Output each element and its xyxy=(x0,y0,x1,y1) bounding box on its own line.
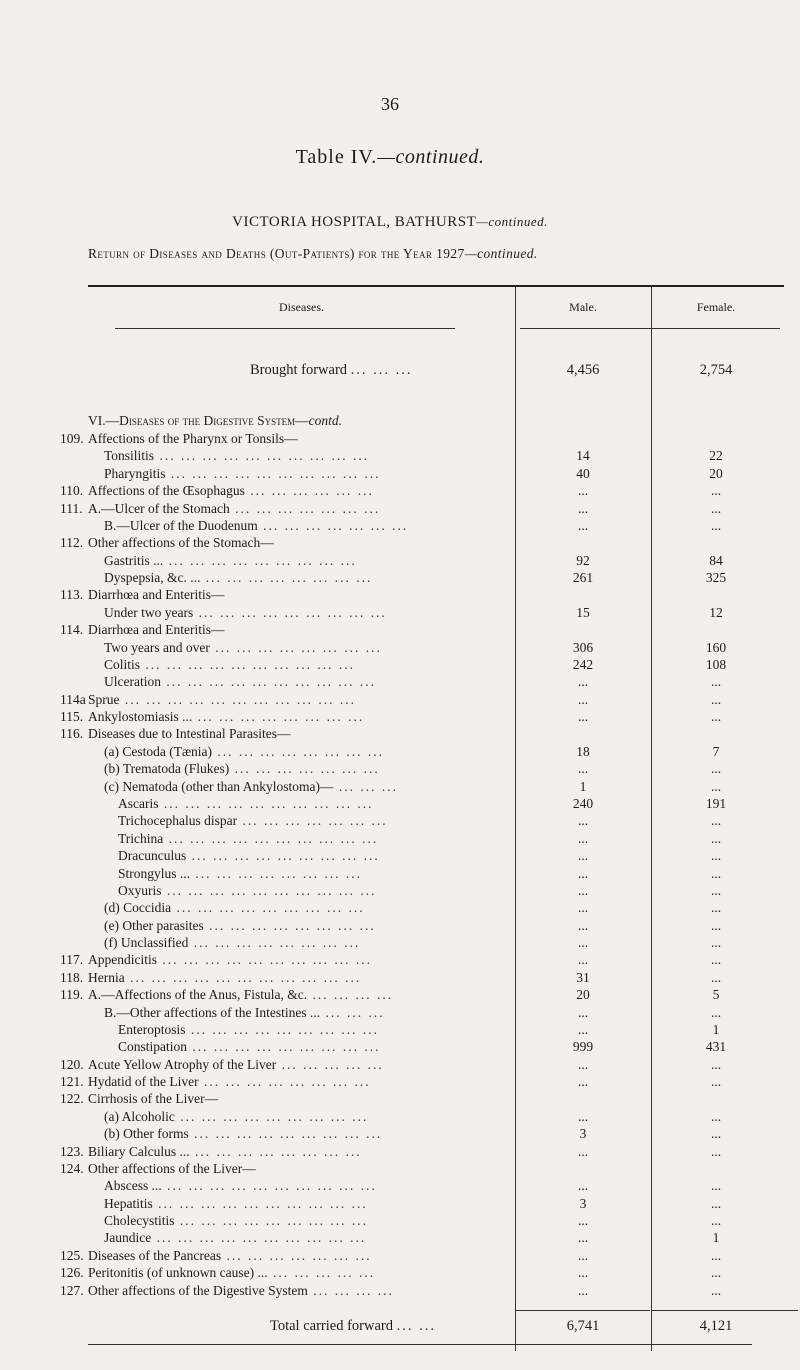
return-heading-text: Return of Diseases and Deaths (Out-Patients) for the Year 1927 xyxy=(88,246,465,261)
table-row xyxy=(0,552,800,569)
table-row xyxy=(0,673,800,690)
row-number: 109. xyxy=(60,431,84,446)
row-label: Gastritis ... xyxy=(104,552,164,568)
section-heading-row xyxy=(0,412,800,429)
row-female: ... xyxy=(710,969,722,985)
row-label: Oxyuris xyxy=(118,882,162,898)
dot-leader: ... ... ... ... ... ... ... ... ... xyxy=(193,604,387,620)
row-male: ... xyxy=(577,1056,589,1072)
row-male: ... xyxy=(577,917,589,933)
row-male: 20 xyxy=(576,987,590,1003)
row-male: ... xyxy=(577,865,589,881)
row-label: B.—Ulcer of the Duodenum xyxy=(104,517,258,533)
row-male: ... xyxy=(577,1108,589,1124)
row-male: ... xyxy=(577,1004,589,1020)
row-label: Hydatid of the Liver xyxy=(88,1074,199,1090)
row-label: Two years and over xyxy=(104,639,210,655)
row-female: ... xyxy=(710,952,722,968)
table-row xyxy=(0,882,800,899)
row-number: 113. xyxy=(60,587,84,603)
row-label: Tonsilitis xyxy=(104,448,155,464)
row-label: Constipation xyxy=(118,1039,188,1055)
row-male: ... xyxy=(577,952,589,968)
row-label: Acute Yellow Atrophy of the Liver xyxy=(88,1056,277,1072)
row-label: Affections of the Pharynx or Tonsils— xyxy=(88,431,298,446)
table-row xyxy=(0,656,800,673)
dot-leader: ... ... ... ... ... ... xyxy=(244,483,374,499)
table-row xyxy=(0,586,800,603)
row-female: 160 xyxy=(705,639,727,655)
row-label: Other affections of the Digestive System xyxy=(88,1282,308,1298)
row-male: ... xyxy=(577,1213,589,1229)
row-male: 40 xyxy=(576,465,590,481)
row-male: 306 xyxy=(572,639,594,655)
row-female: 108 xyxy=(705,656,727,672)
row-label: Cirrhosis of the Liver— xyxy=(88,1091,219,1107)
dot-leader: ... ... ... ... ... ... ... ... xyxy=(189,1143,362,1159)
row-label: A.—Ulcer of the Stomach xyxy=(88,500,230,516)
row-number: 114. xyxy=(60,622,84,638)
section-heading-suffix: contd. xyxy=(308,413,343,428)
row-label: Biliary Calculus ... xyxy=(88,1143,190,1159)
row-label: Enteroptosis xyxy=(118,1021,186,1037)
dot-leader: ... ... ... ... ... ... ... xyxy=(229,761,380,777)
row-label: Ascaris xyxy=(118,795,159,811)
row-male: ... xyxy=(577,761,589,777)
dot-leader: ... ... ... ... ... ... ... ... ... ... xyxy=(140,656,356,672)
row-label: (b) Other forms xyxy=(104,1126,189,1142)
row-label: Abscess ... xyxy=(104,1178,162,1194)
table-row xyxy=(0,1177,800,1194)
row-female: ... xyxy=(710,935,722,951)
dot-leader: ... ... ... xyxy=(320,1004,385,1020)
dot-leader: ... ... ... xyxy=(333,778,398,794)
table-row xyxy=(0,1125,800,1142)
table-row xyxy=(0,951,800,968)
table-row xyxy=(0,830,800,847)
row-label: Strongylus ... xyxy=(118,865,191,881)
table-row xyxy=(0,569,800,586)
row-label: Hepatitis xyxy=(104,1195,153,1211)
row-female: ... xyxy=(710,517,722,533)
hospital-heading xyxy=(0,214,780,231)
row-female: 325 xyxy=(705,570,727,586)
row-label: Trichocephalus dispar xyxy=(118,813,238,829)
return-heading-suffix: —continued. xyxy=(464,246,538,261)
brought-forward-label: Brought forward xyxy=(250,362,348,378)
table-row xyxy=(0,1264,800,1281)
table-row xyxy=(0,1212,800,1229)
table-row xyxy=(0,1143,800,1160)
row-female: ... xyxy=(710,1247,722,1263)
row-number: 121. xyxy=(60,1074,84,1090)
row-female: ... xyxy=(710,1126,722,1142)
row-female: ... xyxy=(710,1143,722,1159)
row-female: ... xyxy=(710,1004,722,1020)
table-bottom-rule xyxy=(88,1344,752,1345)
table-row xyxy=(0,743,800,760)
row-female: ... xyxy=(710,900,722,916)
row-male: ... xyxy=(577,1265,589,1281)
row-female: ... xyxy=(710,500,722,516)
table-row xyxy=(0,725,800,742)
row-female: 5 xyxy=(712,987,720,1003)
row-female: 1 xyxy=(712,1021,720,1037)
row-female: ... xyxy=(710,1074,722,1090)
hospital-suffix: —continued. xyxy=(476,214,548,229)
row-male: ... xyxy=(577,1247,589,1263)
row-label: Peritonitis (of unknown cause) ... xyxy=(88,1265,268,1281)
row-female: ... xyxy=(710,1195,722,1211)
row-label: B.—Other affections of the Intestines ... xyxy=(104,1004,321,1020)
dot-leader: ... ... ... ... ... ... ... ... ... ... xyxy=(163,830,379,846)
table-row xyxy=(0,691,800,708)
row-label: A.—Affections of the Anus, Fistula, &c. xyxy=(88,987,308,1003)
dot-leader: ... ... ... ... ... ... ... ... xyxy=(192,709,365,725)
row-female: 7 xyxy=(712,743,720,759)
row-male: 240 xyxy=(572,795,594,811)
table-row xyxy=(0,1073,800,1090)
row-label: Dracunculus xyxy=(118,848,187,864)
row-label: Trichina xyxy=(118,830,164,846)
table-row xyxy=(0,517,800,534)
row-number: 127. xyxy=(60,1282,84,1298)
dot-leader: ... ... ... ... ... ... ... ... ... ... ... xyxy=(124,969,362,985)
row-label: (e) Other parasites xyxy=(104,917,204,933)
row-number: 114a xyxy=(60,691,86,707)
header-diseases: Diseases. xyxy=(279,300,324,314)
row-female: ... xyxy=(710,709,722,725)
row-number: 123. xyxy=(60,1143,84,1159)
row-male: ... xyxy=(577,830,589,846)
table-row xyxy=(0,1038,800,1055)
row-number: 119. xyxy=(60,987,84,1003)
header-female: Female. xyxy=(696,300,736,314)
row-label: Ankylostomiasis ... xyxy=(88,709,193,725)
dot-leader: ... ... ... ... xyxy=(307,1282,394,1298)
row-male: ... xyxy=(577,483,589,499)
dot-leader: ... ... ... ... ... ... ... ... ... xyxy=(163,552,357,568)
brought-forward-female: 2,754 xyxy=(699,362,733,378)
table-row xyxy=(0,969,800,986)
row-number: 124. xyxy=(60,1160,84,1176)
row-female: ... xyxy=(710,865,722,881)
row-label: Diarrhœa and Enteritis— xyxy=(88,622,225,638)
table-row xyxy=(0,1195,800,1212)
dot-leader: ... ... ... ... ... ... ... ... ... ... ... xyxy=(119,691,356,707)
table-row xyxy=(0,1160,800,1177)
row-male: ... xyxy=(577,709,589,725)
row-male: 92 xyxy=(576,552,590,568)
row-female: 1 xyxy=(712,1230,720,1246)
row-number: 110. xyxy=(60,483,84,499)
row-label: Sprue xyxy=(88,691,120,707)
table-row xyxy=(0,604,800,621)
dot-leader: ... ... ... ... ... ... ... ... ... ... xyxy=(157,952,372,968)
row-male: ... xyxy=(577,1074,589,1090)
dot-leader: ... ... ... ... ... ... ... ... ... ... xyxy=(152,1195,368,1211)
row-female: ... xyxy=(710,483,722,499)
row-male: 14 xyxy=(576,448,590,464)
row-label: Cholecystitis xyxy=(104,1213,175,1229)
row-male: ... xyxy=(577,935,589,951)
row-male: ... xyxy=(577,691,589,707)
row-female: ... xyxy=(710,761,722,777)
row-label: Under two years xyxy=(104,604,194,620)
table-row xyxy=(0,534,800,551)
row-male: 3 xyxy=(579,1195,587,1211)
table-row xyxy=(0,778,800,795)
row-female: ... xyxy=(710,1108,722,1124)
row-number: 118. xyxy=(60,969,84,985)
brought-forward-row: Brought forward ... ... ... 4,456 2,754 xyxy=(0,362,800,379)
table-row xyxy=(0,1090,800,1107)
dot-leader: ... ... ... ... ... ... ... ... xyxy=(188,935,361,951)
row-label: Other affections of the Stomach— xyxy=(88,535,274,551)
row-number: 115. xyxy=(60,709,84,725)
table-row xyxy=(0,1021,800,1038)
row-label: Diarrhœa and Enteritis— xyxy=(88,587,225,603)
row-male: 242 xyxy=(572,656,594,672)
dot-leader: ... ... ... ... ... ... ... xyxy=(237,813,388,829)
row-female: ... xyxy=(710,1056,722,1072)
table-row xyxy=(0,1247,800,1264)
table-row xyxy=(0,447,800,464)
row-female: 12 xyxy=(709,604,723,620)
table-row xyxy=(0,847,800,864)
row-male: ... xyxy=(577,900,589,916)
row-male: ... xyxy=(577,1021,589,1037)
dot-leader: ... ... ... ... ... ... ... ... ... xyxy=(174,1108,369,1124)
row-female: 191 xyxy=(705,795,727,811)
table-row xyxy=(0,465,800,482)
dot-leader: ... ... ... ... ... ... ... ... xyxy=(209,639,382,655)
row-male: ... xyxy=(577,1143,589,1159)
row-female: ... xyxy=(710,778,722,794)
row-label: (a) Alcoholic xyxy=(104,1108,175,1124)
row-male: ... xyxy=(577,848,589,864)
row-female: ... xyxy=(710,1213,722,1229)
row-male: 3 xyxy=(579,1126,587,1142)
dot-leader: ... ... ... ... ... ... ... ... ... ... xyxy=(165,465,381,481)
total-rule-male xyxy=(516,1310,650,1311)
row-label: (d) Coccidia xyxy=(104,900,172,916)
return-heading xyxy=(88,246,538,262)
dot-leader: ... ... ... ... ... ... ... ... xyxy=(211,743,384,759)
table-row xyxy=(0,1229,800,1246)
row-male: ... xyxy=(577,500,589,516)
dot-leader: ... ... ... ... ... ... ... xyxy=(257,517,409,533)
row-male: ... xyxy=(577,1282,589,1298)
dot-leader: ... ... ... ... ... ... ... ... xyxy=(190,865,363,881)
brought-forward-male: 4,456 xyxy=(566,362,600,378)
row-female: 22 xyxy=(709,448,723,464)
dot-leader: ... ... ... ... ... ... ... ... ... xyxy=(186,848,380,864)
table-row xyxy=(0,865,800,882)
row-male: 261 xyxy=(572,570,594,586)
dot-leader: ... ... ... ... ... ... ... ... ... ... xyxy=(158,795,374,811)
table-row xyxy=(0,760,800,777)
dot-leader: ... ... ... ... ... ... ... ... ... xyxy=(185,1021,379,1037)
dot-leader: ... ... ... ... ... ... ... xyxy=(221,1247,372,1263)
table-title xyxy=(0,146,780,169)
row-label: Ulceration xyxy=(104,674,161,690)
row-label: Dyspepsia, &c. ... xyxy=(104,570,201,586)
dot-leader: ... ... ... ... ... ... ... ... ... xyxy=(188,1126,383,1142)
row-female: ... xyxy=(710,1265,722,1281)
row-label: Diseases of the Pancreas xyxy=(88,1247,222,1263)
row-male: 18 xyxy=(576,743,590,759)
row-female: 20 xyxy=(709,465,723,481)
total-female: 4,121 xyxy=(699,1318,733,1334)
table-row xyxy=(0,708,800,725)
row-female: ... xyxy=(710,917,722,933)
dot-leader: ... ... ... ... ... ... ... ... ... ... xyxy=(161,1178,377,1194)
table-row xyxy=(0,1108,800,1125)
row-male: ... xyxy=(577,813,589,829)
total-male: 6,741 xyxy=(566,1318,600,1334)
row-male: 1 xyxy=(579,778,587,794)
dot-leader: ... ... ... ... ... ... ... ... ... ... xyxy=(151,1230,367,1246)
total-rule-female xyxy=(652,1310,798,1311)
dot-leader: ... ... ... ... ... ... ... ... ... xyxy=(187,1039,381,1055)
row-male: 999 xyxy=(572,1039,594,1055)
page-number: 36 xyxy=(381,94,399,114)
total-row: Total carried forward ... ... 6,741 4,121 xyxy=(0,1318,800,1335)
row-number: 112. xyxy=(60,535,84,551)
hospital-name: VICTORIA HOSPITAL, BATHURST xyxy=(232,214,477,230)
table-row xyxy=(0,986,800,1003)
row-label: Diseases due to Intestinal Parasites— xyxy=(88,726,291,742)
dot-leader: ... ... ... ... ... ... ... ... ... xyxy=(174,1213,368,1229)
table-row xyxy=(0,1004,800,1021)
header-rule-left xyxy=(115,328,455,329)
row-female: ... xyxy=(710,1178,722,1194)
row-label: Hernia xyxy=(88,969,125,985)
dot-leader: ... ... ... ... ... ... ... ... xyxy=(200,570,373,586)
row-female: ... xyxy=(710,691,722,707)
row-number: 126. xyxy=(60,1265,84,1281)
row-male: ... xyxy=(577,882,589,898)
row-label: (b) Trematoda (Flukes) xyxy=(104,761,230,777)
row-female: 84 xyxy=(709,552,723,568)
row-label: (f) Unclassified xyxy=(104,935,189,951)
row-label: (a) Cestoda (Tænia) xyxy=(104,743,212,759)
header-rule-right xyxy=(520,328,780,329)
row-number: 111. xyxy=(60,500,83,516)
dot-leader: ... ... ... ... ... ... ... ... ... ... xyxy=(161,882,377,898)
table-row xyxy=(0,621,800,638)
table-row xyxy=(0,639,800,656)
row-label: Affections of the Œsophagus xyxy=(88,483,245,499)
table-row xyxy=(0,430,800,447)
header-male: Male. xyxy=(569,300,597,314)
row-female: ... xyxy=(710,813,722,829)
row-label: Other affections of the Liver— xyxy=(88,1160,256,1176)
table-row xyxy=(0,1056,800,1073)
dot-leader: ... ... ... ... ... ... ... ... xyxy=(203,917,376,933)
row-female: ... xyxy=(710,830,722,846)
row-number: 116. xyxy=(60,726,84,742)
table-row xyxy=(0,934,800,951)
row-female: ... xyxy=(710,848,722,864)
row-male: ... xyxy=(577,674,589,690)
row-male: 31 xyxy=(576,969,590,985)
dot-leader: ... ... ... ... xyxy=(307,987,394,1003)
row-label: (c) Nematoda (other than Ankylostoma)— xyxy=(104,778,334,794)
dot-leader: ... ... ... ... ... xyxy=(276,1056,384,1072)
table-top-rule xyxy=(88,285,784,287)
row-male: 15 xyxy=(576,604,590,620)
row-label: Pharyngitis xyxy=(104,465,166,481)
table-title-text: Table IV. xyxy=(295,146,378,168)
row-male: ... xyxy=(577,1230,589,1246)
table-row xyxy=(0,482,800,499)
dot-leader: ... ... ... ... ... ... ... ... ... xyxy=(171,900,365,916)
total-label: Total carried forward xyxy=(270,1318,393,1334)
table-row xyxy=(0,899,800,916)
row-female: ... xyxy=(710,882,722,898)
row-number: 125. xyxy=(60,1247,84,1263)
row-male: ... xyxy=(577,517,589,533)
dot-leader: ... ... ... ... ... ... ... ... ... ... xyxy=(160,674,376,690)
row-number: 122. xyxy=(60,1091,84,1107)
row-number: 117. xyxy=(60,952,84,968)
table-row xyxy=(0,795,800,812)
row-female: ... xyxy=(710,1282,722,1298)
dot-leader: ... ... ... ... ... ... ... xyxy=(229,500,381,516)
table-row xyxy=(0,1282,800,1299)
dot-leader: ... ... ... ... ... ... ... ... ... ... xyxy=(154,448,370,464)
dot-leader: ... ... ... ... ... xyxy=(267,1265,376,1281)
table-title-suffix: —continued. xyxy=(377,146,485,168)
row-female: ... xyxy=(710,674,722,690)
dot-leader: ... ... ... ... ... ... ... ... xyxy=(198,1074,371,1090)
table-row xyxy=(0,917,800,934)
table-row xyxy=(0,500,800,517)
section-heading: VI.—Diseases of the Digestive System— xyxy=(88,413,309,428)
row-label: Appendicitis xyxy=(88,952,157,968)
table-row xyxy=(0,812,800,829)
row-label: Colitis xyxy=(104,656,141,672)
row-female: 431 xyxy=(705,1039,727,1055)
row-number: 120. xyxy=(60,1056,84,1072)
row-label: Jaundice xyxy=(104,1230,152,1246)
row-male: ... xyxy=(577,1178,589,1194)
